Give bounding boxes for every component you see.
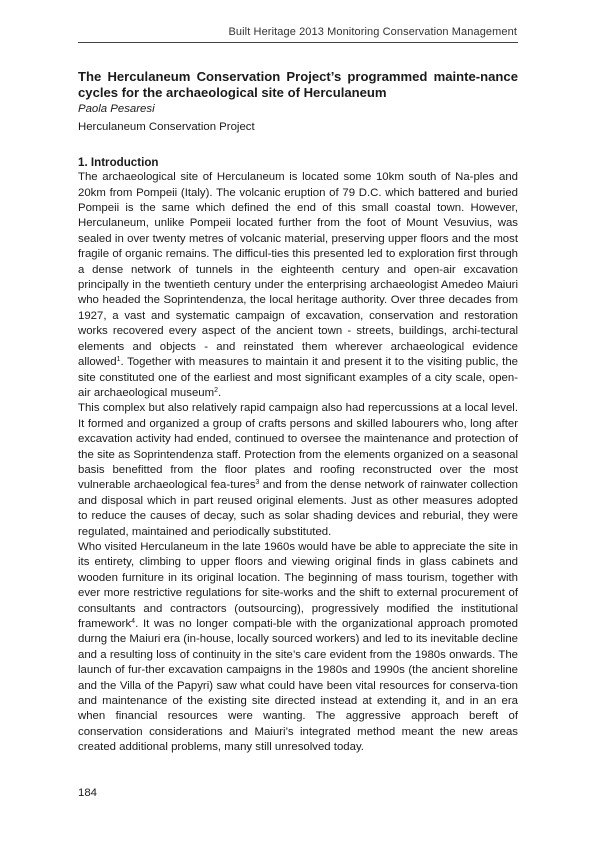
author-affiliation: Herculaneum Conservation Project	[78, 121, 255, 134]
section-heading: 1. Introduction	[78, 155, 159, 169]
paragraph-3-text-b: . It was no longer compati-ble with the organizational approach promoted durng the Maiuri era (in-house, locally sourced workers) and led to its inevitable decline and a resulting loss of continuity in the site’s care evident from the 1980s onwards. The launch of fur-ther excavation campaigns in the 1980s and 1990s (the ancient shoreline and the Villa of the Papyri) saw what could have been vital resources for conserva-tion and maintenance of the existing site directed instead at extending it, and in an era when financial resources were wanting. The aggressive approach bereft of conservation considerations and Maiuri’s integrated method meant the new areas created additional problems, many still unresolved today.	[78, 618, 518, 754]
paragraph-1-text-c: .	[218, 386, 222, 399]
page-number: 184	[78, 787, 98, 799]
running-header: Built Heritage 2013 Monitoring Conservation Management	[228, 26, 517, 38]
paragraph-2	[78, 401, 518, 540]
paragraph-3	[78, 540, 518, 756]
article-body	[78, 69, 518, 756]
footnote-ref-2: 2	[214, 386, 219, 394]
header-divider	[78, 42, 518, 43]
paragraph-1-text-a: The archaeological site of Herculaneum is located some 10km south of Na-ples and 20km from Pompeii (Italy). The volcanic eruption of 79 D.C. which battered and buried Pompeii is the same which defined the end of this small coastal town. However, Herculaneum, unlike Pompeii located further from the foot of Mount Vesuvius, was sealed in over twenty metres of volcanic material, preserving upper floors and the most fragile of organic remains. The difficul-ties this presented led to exploration first through a dense network of tunnels in the eighteenth century and open-air excavation principally in the twentieth century under the enterprising archaeologist Amedeo Maiuri who headed the Soprintendenza, the local heritage authority. Over three decades from 1927, a vast and systematic campaign of excavation, conservation and restoration works recovered every aspect of the ancient town - streets, buildings, archi-tectural elements and objects - and reinstated them wherever archaeological evidence allowed	[78, 171, 518, 369]
paragraph-1	[78, 170, 518, 401]
paragraph-3-text-a: Who visited Herculaneum in the late 1960s would have be able to appreciate the site in its entirety, climbing to upper floors and viewing original finds in glass cabinets and wooden furniture in its original location. The beginning of mass tourism, together with ever more restrictive regulations for site-works and the shift to external procurement of consultants and contractors (outsourcing), progressively modified the institutional framework	[78, 540, 518, 630]
footnote-ref-3: 3	[255, 479, 260, 487]
footnote-ref-1: 1	[116, 356, 121, 364]
paragraph-1-text-b: . Together with measures to maintain it and present it to the visiting public, the site constituted one of the earliest and most significant examples of a city scale, open-air archaeological museum	[78, 356, 518, 399]
paragraph-2-text-a: This complex but also relatively rapid campaign also had repercussions at a local level. It formed and organized a group of crafts persons and skilled labourers who, long after excavation activity had ended, continued to oversee the maintenance and protection of the site as Soprintendenza staff. Protection from the elements organized on a seasonal basis benefitted from the floor plates and roofing reconstructed over the most vulnerable archaeological fea-tures	[78, 402, 518, 492]
paragraph-2-text-b: and from the dense network of rainwater collection and disposal which in part reused original elements. Just as other measures adopted to reduce the causes of decay, such as solar shading devices and reburial, they were regulated, maintained and periodically substituted.	[78, 479, 518, 538]
footnote-ref-4: 4	[131, 618, 136, 625]
author-name: Paola Pesaresi	[78, 103, 155, 115]
article-title: The Herculaneum Conservation Project’s programmed mainte-nance cycles for the archaeological site of Herculaneum	[78, 69, 518, 100]
